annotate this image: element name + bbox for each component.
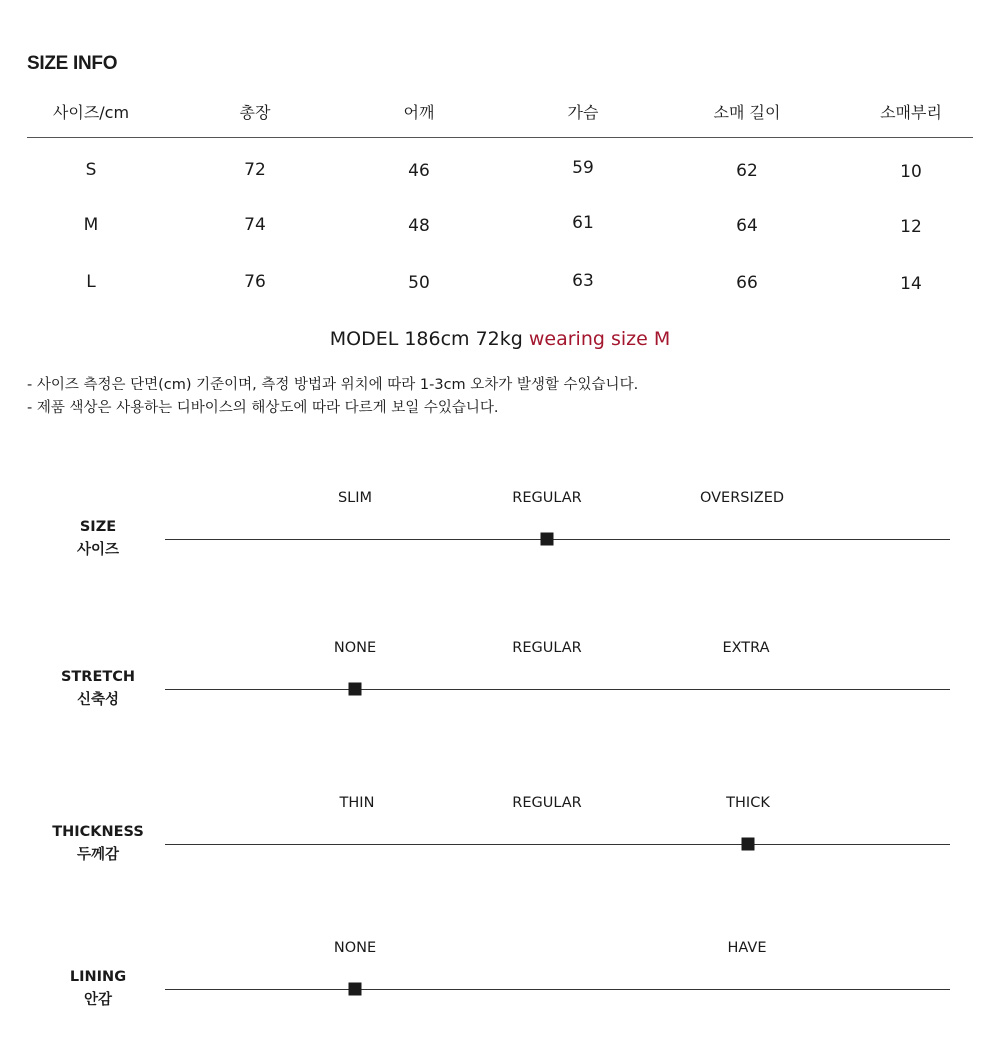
scale-label: HAVE xyxy=(727,940,767,956)
section-title: SIZE INFO xyxy=(27,53,118,74)
header-length: 총장 xyxy=(239,103,271,122)
scale-stretch xyxy=(0,638,1000,728)
table-cell: 76 xyxy=(244,272,266,292)
header-divider xyxy=(27,137,973,138)
table-cell: 12 xyxy=(900,217,922,237)
scale-marker xyxy=(541,533,554,546)
scale-label: EXTRA xyxy=(722,640,770,656)
scale-name-en: STRETCH xyxy=(60,669,136,685)
scale-name xyxy=(28,821,168,867)
scale-label: REGULAR xyxy=(512,490,582,506)
table-cell: 50 xyxy=(408,273,430,293)
scale-thickness xyxy=(0,793,1000,883)
table-cell: 74 xyxy=(244,215,266,235)
scale-name-en: SIZE xyxy=(79,519,117,535)
scale-marker xyxy=(742,838,755,851)
table-cell: 64 xyxy=(736,216,758,236)
scale-size xyxy=(0,488,1000,578)
scale-name-ko: 두께감 xyxy=(76,847,120,863)
table-cell: 48 xyxy=(408,216,430,236)
size-notes xyxy=(27,374,638,420)
table-cell: 10 xyxy=(900,162,922,182)
scale-marker xyxy=(349,683,362,696)
scale-label: THICK xyxy=(726,795,770,811)
model-info xyxy=(0,328,1000,350)
scale-name-ko: 사이즈 xyxy=(76,542,120,558)
header-shoulder: 어깨 xyxy=(403,103,435,122)
note-measurement: - 사이즈 측정은 단면(cm) 기준이며, 측정 방법과 위치에 따라 1-3cm 오차가 발생할 수있습니다. xyxy=(27,377,639,393)
table-cell: 63 xyxy=(572,271,594,291)
table-cell: 61 xyxy=(572,213,594,233)
scale-label: NONE xyxy=(333,640,377,656)
scale-name xyxy=(28,516,168,562)
scale-label: REGULAR xyxy=(512,640,582,656)
header-sleeve: 소매 길이 xyxy=(713,103,781,122)
scale-label: REGULAR xyxy=(512,795,582,811)
table-cell: S xyxy=(85,160,97,180)
scale-label: SLIM xyxy=(337,490,373,506)
scale-name-ko: 안감 xyxy=(83,992,112,1008)
scale-lining xyxy=(0,938,1000,1028)
model-wearing-size: wearing size M xyxy=(528,328,671,350)
header-cuff: 소매부리 xyxy=(880,103,942,122)
scale-track xyxy=(165,844,950,845)
scale-name-ko: 신축성 xyxy=(76,692,120,708)
model-spec: MODEL 186cm 72kg xyxy=(329,328,523,350)
scale-label: NONE xyxy=(333,940,377,956)
header-chest: 가슴 xyxy=(567,103,599,122)
scale-track xyxy=(165,989,950,990)
scale-label: THIN xyxy=(339,795,375,811)
table-cell: M xyxy=(83,215,99,235)
table-cell: 46 xyxy=(408,161,430,181)
scale-name-en: LINING xyxy=(69,969,127,985)
scale-name xyxy=(28,966,168,1012)
scale-name xyxy=(28,666,168,712)
table-cell: L xyxy=(86,272,96,292)
table-cell: 59 xyxy=(572,158,594,178)
table-cell: 72 xyxy=(244,160,266,180)
scale-track xyxy=(165,689,950,690)
scale-name-en: THICKNESS xyxy=(52,824,144,840)
note-color: - 제품 색상은 사용하는 디바이스의 해상도에 따라 다르게 보일 수있습니다. xyxy=(27,400,499,416)
header-size: 사이즈/cm xyxy=(52,103,130,122)
scale-marker xyxy=(349,983,362,996)
table-cell: 66 xyxy=(736,273,758,293)
table-cell: 14 xyxy=(900,274,922,294)
table-cell: 62 xyxy=(736,161,758,181)
scale-label: OVERSIZED xyxy=(699,490,785,506)
scale-track xyxy=(165,539,950,540)
